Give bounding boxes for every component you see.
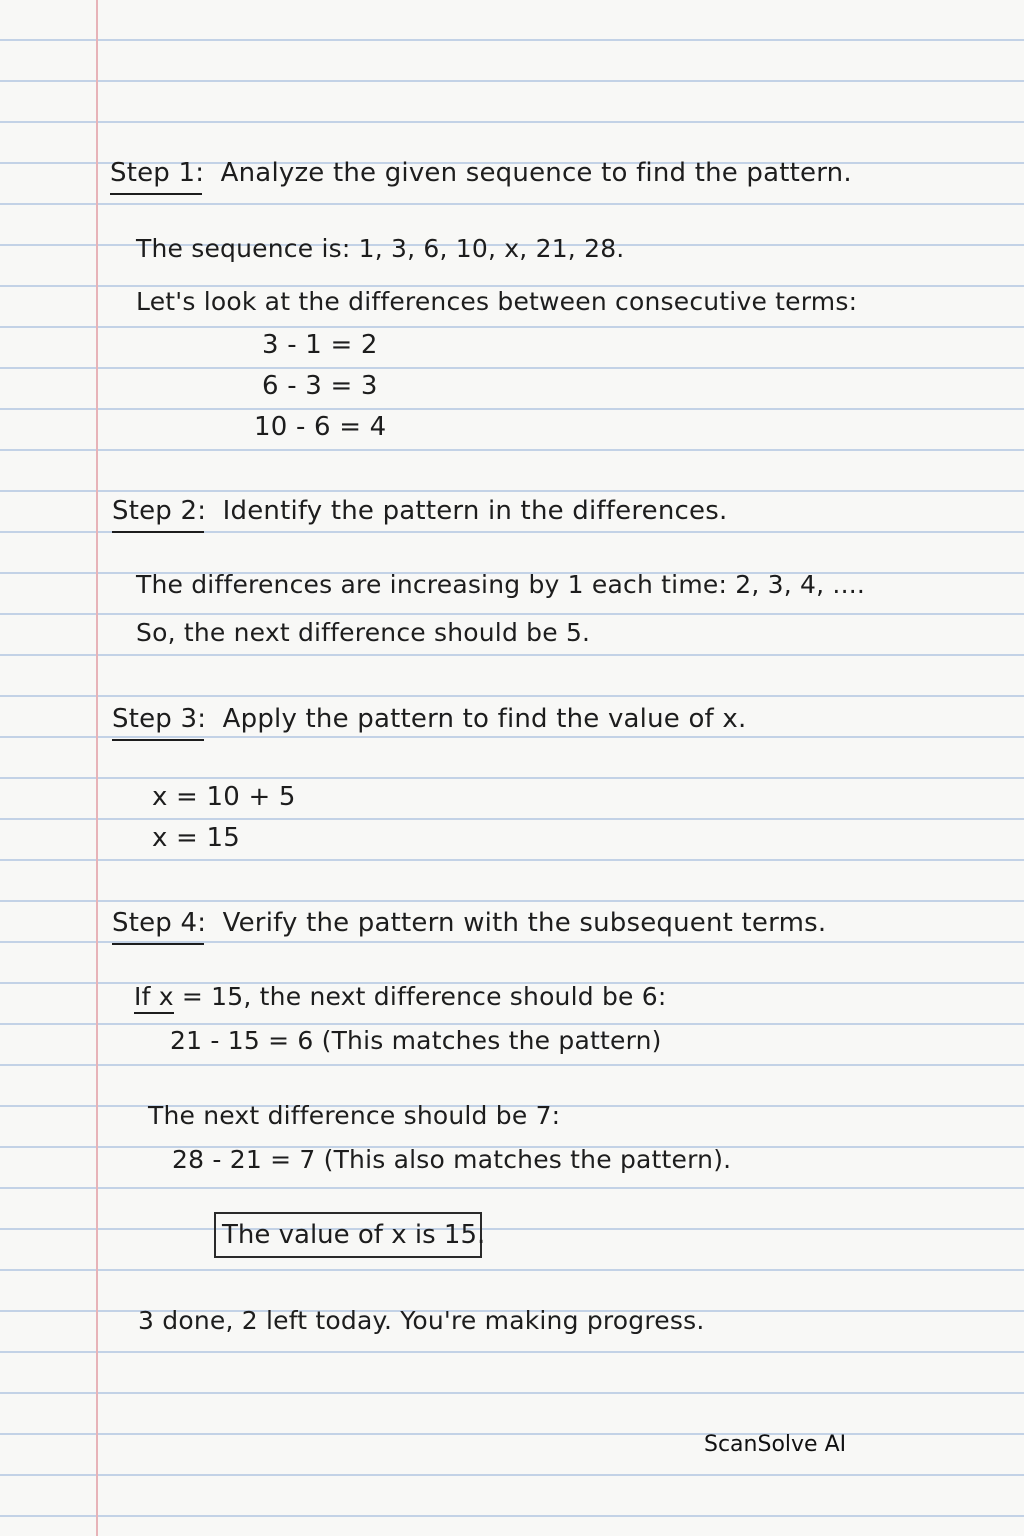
step-3-heading bbox=[112, 706, 746, 732]
step-4-title: Verify the pattern with the subsequent terms. bbox=[222, 908, 827, 938]
differences-intro: Let's look at the differences between consecutive terms: bbox=[136, 287, 858, 316]
differences-pattern-line: The differences are increasing by 1 each time: 2, 3, 4, .... bbox=[136, 570, 866, 599]
verification-check-1: 21 - 15 = 6 (This matches the pattern) bbox=[170, 1026, 662, 1055]
difference-2: 6 - 3 = 3 bbox=[262, 371, 378, 401]
step-4-label: Step 4: bbox=[112, 908, 207, 938]
step-1-label: Step 1: bbox=[110, 158, 205, 188]
step-3-title: Apply the pattern to find the value of x. bbox=[222, 704, 747, 734]
verification-intro-rest: = 15, the next difference should be 6: bbox=[173, 982, 667, 1011]
margin-line bbox=[96, 0, 98, 1536]
verification-check-2: 28 - 21 = 7 (This also matches the pattern). bbox=[172, 1145, 732, 1174]
if-x-phrase: If x bbox=[134, 982, 174, 1014]
next-difference-seven: The next difference should be 7: bbox=[148, 1101, 561, 1130]
equation-1: x = 10 + 5 bbox=[152, 782, 296, 812]
difference-3: 10 - 6 = 4 bbox=[254, 412, 387, 442]
equation-2: x = 15 bbox=[152, 823, 240, 853]
sequence-line: The sequence is: 1, 3, 6, 10, x, 21, 28. bbox=[136, 234, 625, 263]
step-2-label: Step 2: bbox=[112, 496, 207, 526]
step-2-title: Identify the pattern in the differences. bbox=[222, 496, 728, 526]
next-difference-line: So, the next difference should be 5. bbox=[136, 618, 591, 647]
progress-note: 3 done, 2 left today. You're making progress. bbox=[138, 1306, 705, 1335]
final-answer-box: The value of x is 15. bbox=[214, 1212, 482, 1258]
step-1-title: Analyze the given sequence to find the pattern. bbox=[220, 158, 852, 188]
step-4-heading bbox=[112, 910, 826, 936]
step-3-label: Step 3: bbox=[112, 704, 207, 734]
difference-1: 3 - 1 = 2 bbox=[262, 330, 378, 360]
step-2-heading bbox=[112, 498, 727, 524]
verification-intro bbox=[134, 984, 667, 1009]
brand-label: ScanSolve AI bbox=[704, 1432, 847, 1457]
step-1-heading bbox=[110, 160, 852, 186]
